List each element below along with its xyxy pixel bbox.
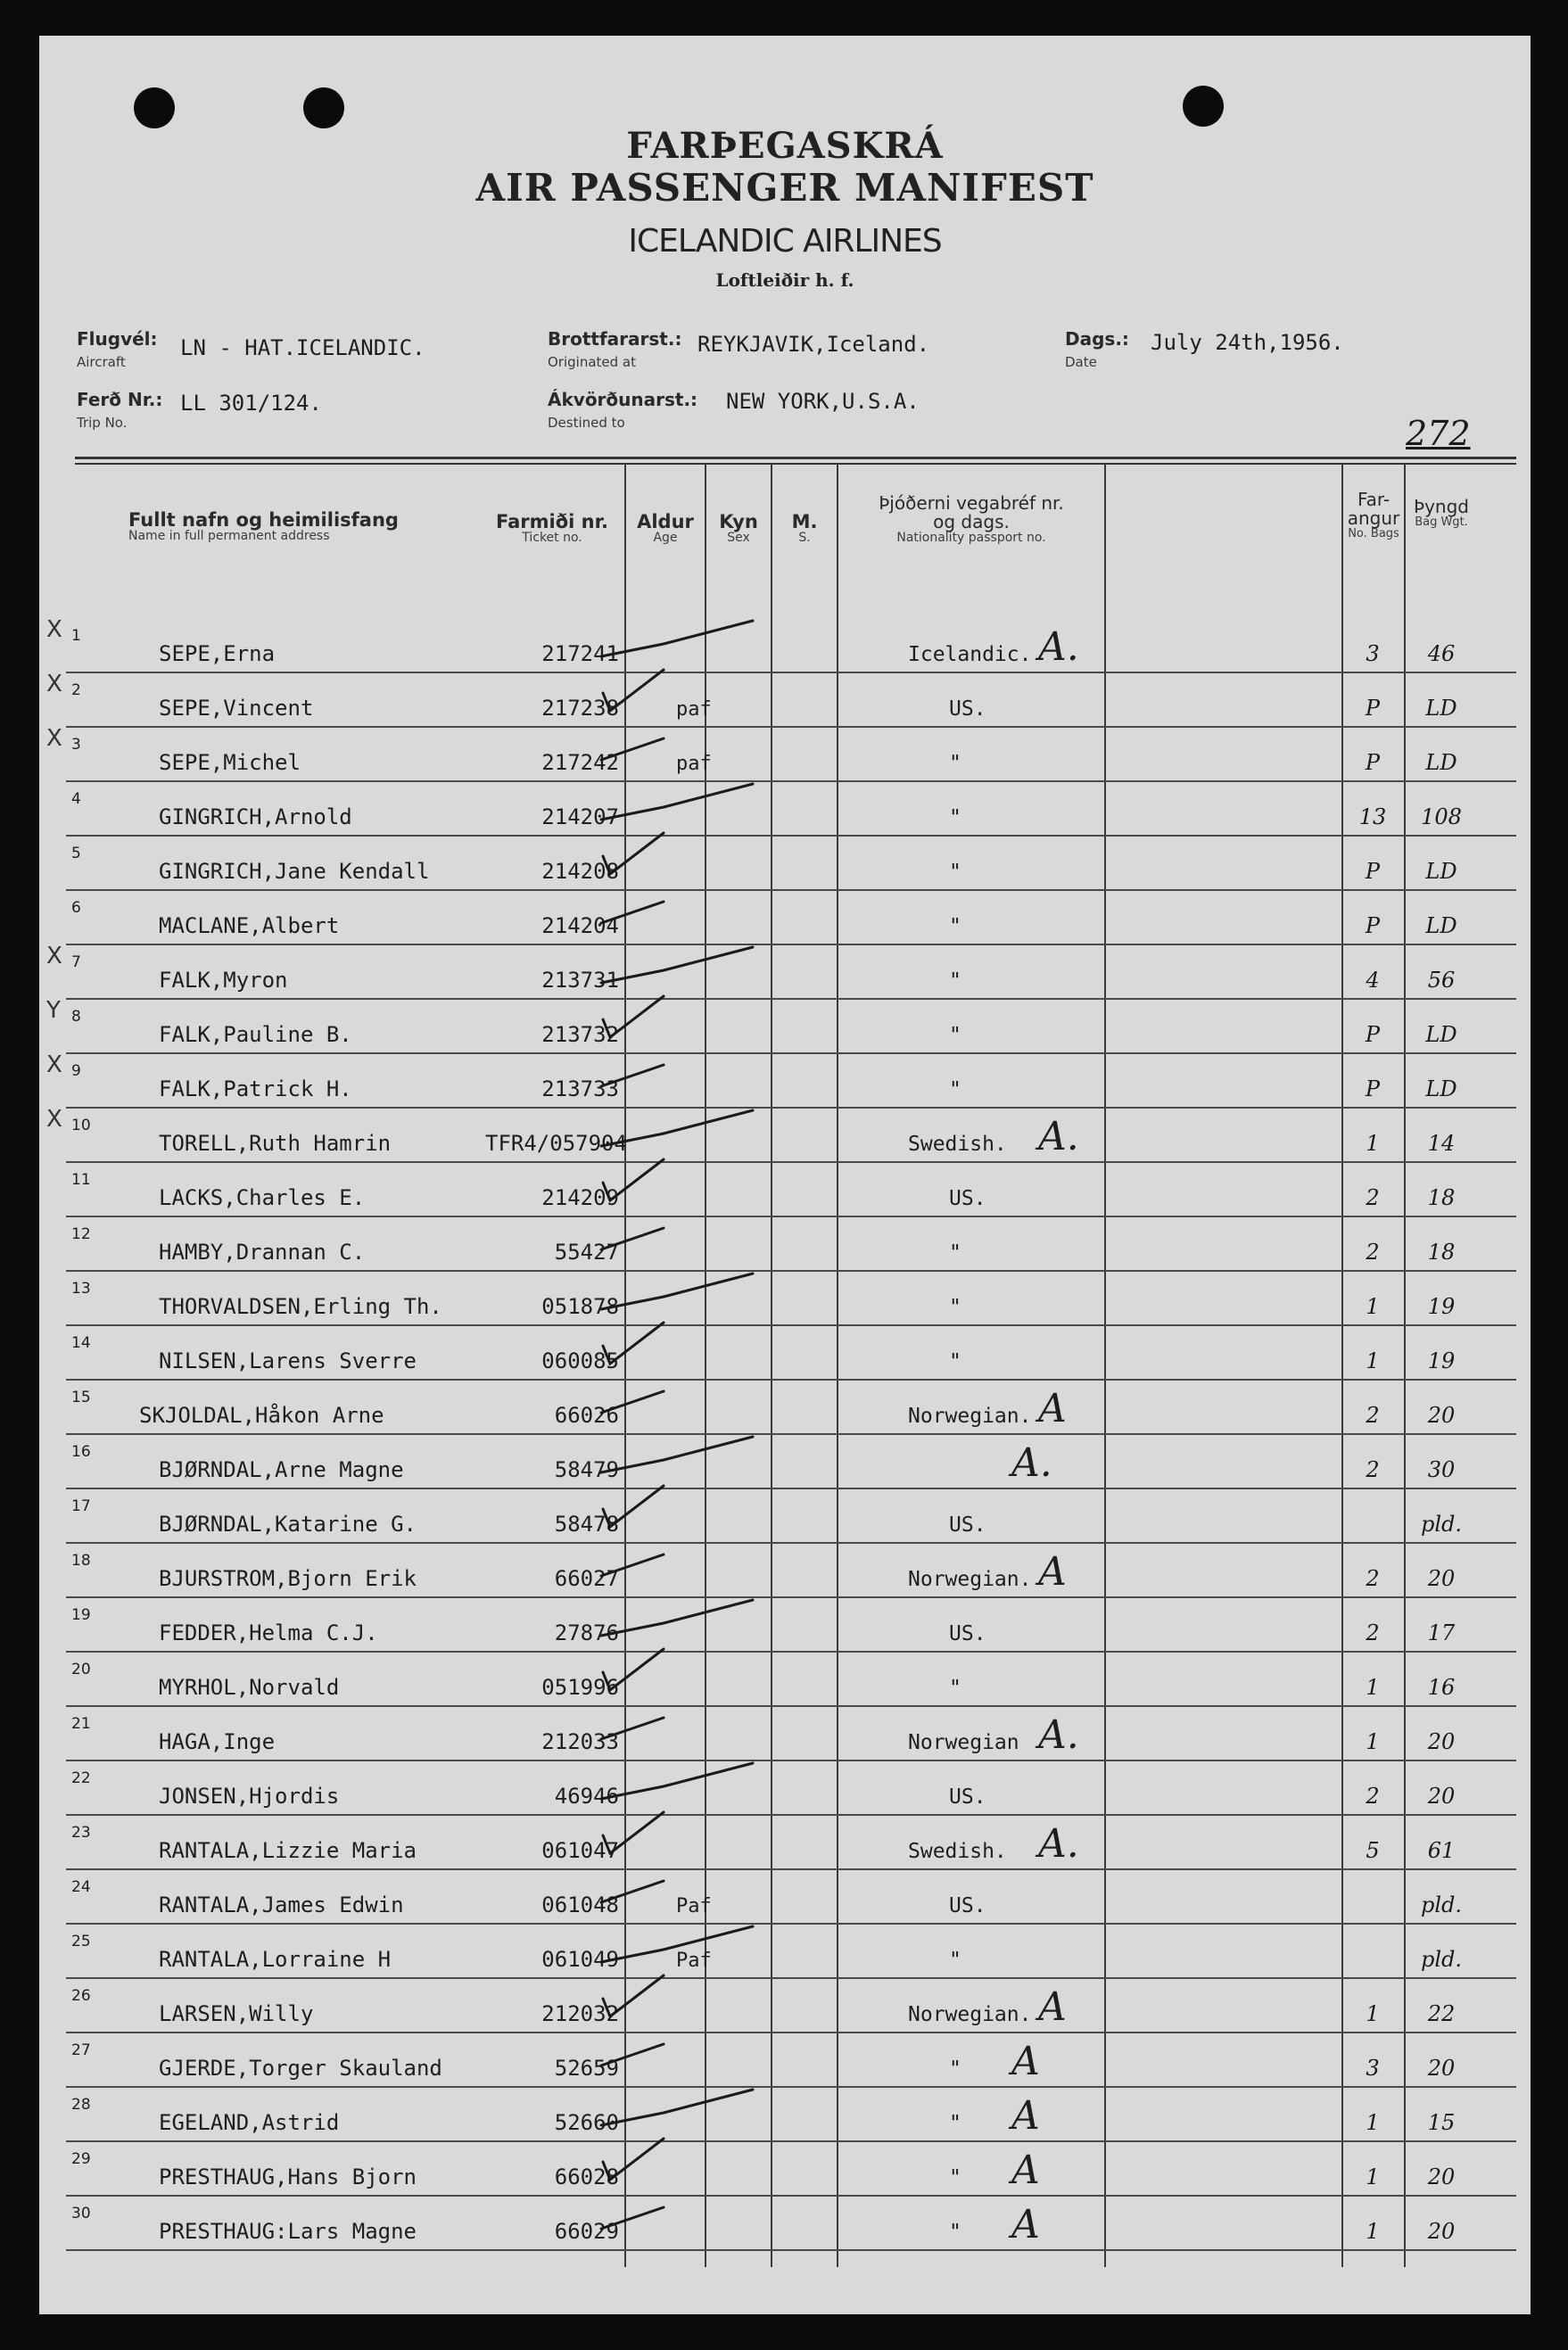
row-number: 21 <box>71 1715 91 1733</box>
ticket-number: 061047 <box>541 1838 619 1863</box>
table-row <box>66 1596 1516 1653</box>
ticket-number: 213731 <box>541 968 619 993</box>
nationality: Norwegian. <box>908 2003 1032 2026</box>
bag-weight: 20 <box>1427 2056 1456 2081</box>
nationality: " <box>949 861 961 884</box>
table-row <box>46 725 1516 782</box>
table-row <box>66 780 1516 837</box>
origin-label: Brottfararst.: <box>548 328 682 350</box>
col-header-nationality <box>869 494 1074 545</box>
passenger-name: FEDDER,Helma C.J. <box>159 1620 378 1645</box>
passenger-name: LACKS,Charles E. <box>159 1185 366 1210</box>
row-number: 24 <box>71 1878 91 1896</box>
bag-count: 3 <box>1366 2056 1380 2081</box>
table-row <box>66 1324 1516 1381</box>
row-number: 12 <box>71 1225 91 1243</box>
punch-hole-right <box>1183 86 1224 127</box>
col-header-ticket <box>485 512 619 545</box>
passenger-name: RANTALA,Lizzie Maria <box>159 1838 417 1863</box>
passport-mark: A. <box>1038 1114 1079 1159</box>
age-note: Paf <box>676 1895 712 1917</box>
nationality: Swedish. <box>908 1840 1007 1863</box>
nationality: Norwegian <box>908 1731 1019 1754</box>
bag-count: 2 <box>1366 1240 1380 1265</box>
trip-label: Ferð Nr.: <box>77 389 163 410</box>
col-header-nat-is: Þjóðerni vegabréf nr. og dags. <box>879 492 1064 532</box>
table-row <box>46 1106 1516 1163</box>
bag-weight: LD <box>1425 696 1457 721</box>
bag-count: 2 <box>1366 1403 1380 1428</box>
passenger-name: BJØRNDAL,Katarine G. <box>159 1512 417 1537</box>
row-x-mark: Y <box>46 997 61 1024</box>
nationality: " <box>949 1024 961 1047</box>
bag-weight: LD <box>1425 1076 1457 1101</box>
aircraft-value: LN - HAT.ICELANDIC. <box>180 335 425 360</box>
destination-value: NEW YORK,U.S.A. <box>726 389 920 414</box>
bag-count: P <box>1365 750 1381 775</box>
row-number: 27 <box>71 2041 91 2059</box>
bag-weight: 18 <box>1427 1240 1456 1265</box>
ticket-number: 051996 <box>541 1675 619 1700</box>
nationality: " <box>949 1296 961 1319</box>
nationality: " <box>949 1078 961 1101</box>
row-number: 8 <box>71 1008 81 1026</box>
col-header-name-en: Name in full permanent address <box>128 529 330 544</box>
bag-weight: 14 <box>1427 1131 1456 1156</box>
date-value: July 24th,1956. <box>1151 330 1344 355</box>
col-header-age-is: Aldur <box>637 511 694 532</box>
date-label: Dags.: <box>1065 328 1129 350</box>
bag-weight: 30 <box>1427 1457 1456 1482</box>
row-number: 7 <box>71 953 81 971</box>
bag-weight: 16 <box>1427 1675 1456 1700</box>
origin-value: REYKJAVIK,Iceland. <box>697 332 930 357</box>
title-icelandic: FARÞEGASKRÁ <box>626 125 944 167</box>
bag-weight: LD <box>1425 750 1457 775</box>
row-number: 6 <box>71 899 81 917</box>
aircraft-label: Flugvél: <box>77 328 158 350</box>
aircraft-label-en: Aircraft <box>77 354 126 370</box>
nationality: " <box>949 1949 961 1972</box>
passenger-name: EGELAND,Astrid <box>159 2110 340 2135</box>
passport-mark: A <box>1038 1984 1067 2030</box>
table-row <box>66 1542 1516 1598</box>
col-header-bags <box>1343 491 1404 540</box>
row-x-mark: X <box>46 1106 62 1133</box>
nationality: " <box>949 1241 961 1265</box>
nationality: " <box>949 1350 961 1373</box>
passenger-name: LARSEN,Willy <box>159 2001 314 2026</box>
passenger-name: HAMBY,Drannan C. <box>159 1240 366 1265</box>
table-row <box>66 1760 1516 1816</box>
destination-label: Ákvörðunarst.: <box>548 389 698 410</box>
row-number: 19 <box>71 1606 91 1624</box>
col-header-ms-en: S. <box>798 531 811 546</box>
bag-weight: 20 <box>1427 1729 1456 1754</box>
passenger-name: RANTALA,Lorraine H <box>159 1947 392 1972</box>
table-row <box>66 1868 1516 1925</box>
row-number: 13 <box>71 1280 91 1298</box>
passport-mark: A <box>1011 2202 1040 2247</box>
bag-count: 1 <box>1366 2110 1380 2135</box>
col-header-bags-is: Far-angur <box>1347 489 1400 529</box>
bag-count: P <box>1365 1022 1381 1047</box>
table-row <box>66 1488 1516 1544</box>
bag-weight: pld. <box>1420 1892 1463 1917</box>
bag-weight: 46 <box>1427 641 1456 666</box>
nationality: Norwegian. <box>908 1568 1032 1591</box>
bag-count: 4 <box>1366 968 1380 993</box>
ticket-number: 58479 <box>554 1457 619 1482</box>
row-x-mark: X <box>46 725 62 752</box>
ticket-number: 217242 <box>541 750 619 775</box>
col-header-age <box>626 512 705 545</box>
bag-weight: LD <box>1425 1022 1457 1047</box>
row-number: 11 <box>71 1171 91 1189</box>
passenger-name: SEPE,Vincent <box>159 696 314 721</box>
ticket-number: 060085 <box>541 1348 619 1373</box>
ticket-number: 66029 <box>554 2219 619 2244</box>
bag-weight: 108 <box>1421 804 1462 829</box>
row-number: 17 <box>71 1497 91 1515</box>
row-number: 30 <box>71 2205 91 2222</box>
col-header-sex-is: Kyn <box>719 511 758 532</box>
ticket-number: 52660 <box>554 2110 619 2135</box>
table-row <box>46 616 1516 673</box>
bag-count: 2 <box>1366 1784 1380 1809</box>
bag-count: 1 <box>1366 2219 1380 2244</box>
bag-count: 3 <box>1366 641 1380 666</box>
bag-count: 2 <box>1366 1185 1380 1210</box>
nationality: Icelandic. <box>908 643 1032 666</box>
table-row <box>46 943 1516 1000</box>
passenger-name: BJURSTROM,Bjorn Erik <box>159 1566 417 1591</box>
passenger-name: GINGRICH,Jane Kendall <box>159 859 430 884</box>
bag-weight: pld. <box>1420 1947 1463 1972</box>
ticket-number: 214208 <box>541 859 619 884</box>
page-number: 272 <box>1406 414 1471 453</box>
row-number: 14 <box>71 1334 91 1352</box>
table-row <box>46 997 1516 1054</box>
passenger-name: HAGA,Inge <box>159 1729 276 1754</box>
bag-weight: 15 <box>1427 2110 1456 2135</box>
bag-weight: 18 <box>1427 1185 1456 1210</box>
bag-weight: LD <box>1425 913 1457 938</box>
manifest-sheet <box>39 36 1531 2314</box>
origin-label-en: Originated at <box>548 354 637 370</box>
date-label-en: Date <box>1065 354 1097 370</box>
passenger-name: MACLANE,Albert <box>159 913 340 938</box>
bag-weight: 20 <box>1427 2219 1456 2244</box>
ticket-number: 212033 <box>541 1729 619 1754</box>
bag-weight: 20 <box>1427 1566 1456 1591</box>
passenger-name: PRESTHAUG,Hans Bjorn <box>159 2164 417 2189</box>
col-header-bags-en: No. Bags <box>1348 527 1399 540</box>
row-number: 9 <box>71 1062 81 1080</box>
table-row <box>66 2086 1516 2142</box>
ticket-number: 66026 <box>554 1403 619 1428</box>
bag-weight: 22 <box>1427 2001 1456 2026</box>
col-header-weight <box>1406 498 1477 529</box>
ticket-number: 212032 <box>541 2001 619 2026</box>
nationality: " <box>949 2221 961 2244</box>
age-note: Paf <box>676 1950 712 1972</box>
bag-weight: LD <box>1425 859 1457 884</box>
punch-hole-left-1 <box>134 87 175 128</box>
passport-mark: A <box>1011 2093 1040 2139</box>
ticket-number: 55427 <box>554 1240 619 1265</box>
col-header-wt-is: Þyngd <box>1413 496 1469 517</box>
ticket-number: 66028 <box>554 2164 619 2189</box>
ticket-number: 214207 <box>541 804 619 829</box>
passenger-name: MYRHOL,Norvald <box>159 1675 340 1700</box>
passport-mark: A. <box>1038 1821 1079 1867</box>
destination-label-en: Destined to <box>548 415 625 431</box>
bag-count: 1 <box>1366 1348 1380 1373</box>
row-number: 25 <box>71 1933 91 1950</box>
table-row <box>66 1433 1516 1489</box>
bag-count: 1 <box>1366 2164 1380 2189</box>
bag-count: P <box>1365 1076 1381 1101</box>
ticket-number: 061049 <box>541 1947 619 1972</box>
ticket-number: 58478 <box>554 1512 619 1537</box>
table-row <box>66 2195 1516 2251</box>
ticket-number: 52659 <box>554 2056 619 2081</box>
nationality: Norwegian. <box>908 1405 1032 1428</box>
bag-count: 1 <box>1366 1729 1380 1754</box>
col-header-wt-en: Bag Wgt. <box>1415 515 1468 529</box>
row-x-mark: X <box>46 943 62 969</box>
nationality: " <box>949 1677 961 1700</box>
ticket-number: 213732 <box>541 1022 619 1047</box>
nationality: US. <box>949 1187 986 1210</box>
table-row <box>66 1705 1516 1761</box>
table-row <box>66 1923 1516 1979</box>
bag-weight: pld. <box>1420 1512 1463 1537</box>
nationality: " <box>949 752 961 775</box>
ticket-number: 061048 <box>541 1892 619 1917</box>
col-header-name <box>128 510 399 543</box>
table-row <box>66 1814 1516 1870</box>
ticket-number: 213733 <box>541 1076 619 1101</box>
bag-count: P <box>1365 913 1381 938</box>
row-number: 16 <box>71 1443 91 1461</box>
passport-mark: A <box>1038 1386 1067 1431</box>
trip-value: LL 301/124. <box>180 391 322 416</box>
table-row <box>66 1216 1516 1272</box>
ticket-number: TFR4/057904 <box>485 1131 627 1156</box>
nationality: " <box>949 806 961 829</box>
table-top-rule <box>75 457 1516 459</box>
passport-mark: A <box>1038 1549 1067 1595</box>
row-number: 3 <box>71 736 81 754</box>
ticket-number: 214209 <box>541 1185 619 1210</box>
table-row <box>66 1379 1516 1435</box>
nationality: " <box>949 2057 961 2081</box>
passenger-name: SEPE,Erna <box>159 641 276 666</box>
row-number: 18 <box>71 1552 91 1570</box>
ticket-number: 27876 <box>554 1620 619 1645</box>
passport-mark: A. <box>1011 1440 1052 1486</box>
row-number: 29 <box>71 2150 91 2168</box>
row-x-mark: X <box>46 616 62 643</box>
passport-mark: A <box>1011 2148 1040 2193</box>
trip-label-en: Trip No. <box>77 415 128 431</box>
row-x-mark: X <box>46 1051 62 1078</box>
passport-mark: A. <box>1038 1712 1079 1758</box>
nationality: US. <box>949 1622 986 1645</box>
bag-weight: 61 <box>1427 1838 1456 1863</box>
passenger-name: FALK,Myron <box>159 968 288 993</box>
passenger-name: PRESTHAUG:Lars Magne <box>159 2219 417 2244</box>
ticket-number: 051878 <box>541 1294 619 1319</box>
bag-weight: 19 <box>1427 1294 1456 1319</box>
passenger-name: GJERDE,Torger Skauland <box>159 2056 442 2081</box>
table-row <box>66 2032 1516 2088</box>
nationality: US. <box>949 697 986 721</box>
nationality: US. <box>949 1894 986 1917</box>
passenger-name: GINGRICH,Arnold <box>159 804 352 829</box>
airline-subtitle: Loftleiðir h. f. <box>715 269 854 291</box>
bag-count: 2 <box>1366 1566 1380 1591</box>
bag-count: 1 <box>1366 1131 1380 1156</box>
passenger-name: FALK,Pauline B. <box>159 1022 352 1047</box>
bag-weight: 20 <box>1427 1784 1456 1809</box>
ticket-number: 66027 <box>554 1566 619 1591</box>
bag-weight: 19 <box>1427 1348 1456 1373</box>
row-number: 2 <box>71 681 81 699</box>
nationality: " <box>949 969 961 993</box>
age-note: paf <box>676 753 712 775</box>
col-header-nat-en: Nationality passport no. <box>896 531 1046 545</box>
ticket-number: 217238 <box>541 696 619 721</box>
col-header-ms <box>772 512 837 545</box>
col-header-name-is: Fullt nafn og heimilisfang <box>128 509 399 531</box>
col-header-ticket-is: Farmiði nr. <box>496 511 608 532</box>
table-row <box>66 1270 1516 1326</box>
bag-count: P <box>1365 696 1381 721</box>
punch-hole-left-2 <box>303 87 344 128</box>
table-row <box>66 835 1516 891</box>
row-number: 5 <box>71 845 81 862</box>
table-row <box>66 1977 1516 2033</box>
col-header-sex <box>706 512 771 545</box>
table-row <box>46 671 1516 728</box>
ticket-number: 214204 <box>541 913 619 938</box>
row-number: 10 <box>71 1117 91 1134</box>
passenger-name: BJØRNDAL,Arne Magne <box>159 1457 404 1482</box>
nationality: " <box>949 2166 961 2189</box>
passport-mark: A. <box>1038 624 1079 670</box>
passenger-name: TORELL,Ruth Hamrin <box>159 1131 392 1156</box>
nationality: US. <box>949 1513 986 1537</box>
col-header-ticket-en: Ticket no. <box>522 531 582 546</box>
bag-count: 2 <box>1366 1457 1380 1482</box>
bag-count: 1 <box>1366 1294 1380 1319</box>
row-number: 22 <box>71 1769 91 1787</box>
table-row <box>66 2140 1516 2197</box>
bag-count: 1 <box>1366 2001 1380 2026</box>
table-row <box>66 1651 1516 1707</box>
row-number: 1 <box>71 627 81 645</box>
passenger-name: JONSEN,Hjordis <box>159 1784 340 1809</box>
passenger-name: FALK,Patrick H. <box>159 1076 352 1101</box>
table-row <box>66 889 1516 945</box>
ticket-number: 217241 <box>541 641 619 666</box>
nationality: Swedish. <box>908 1133 1007 1156</box>
row-number: 15 <box>71 1389 91 1406</box>
col-header-age-en: Age <box>653 531 678 546</box>
bag-count: 13 <box>1358 804 1387 829</box>
bag-weight: 20 <box>1427 1403 1456 1428</box>
title-english: AIR PASSENGER MANIFEST <box>475 166 1094 210</box>
col-header-sex-en: Sex <box>727 531 750 546</box>
row-number: 23 <box>71 1824 91 1842</box>
passenger-name: SKJOLDAL,Håkon Arne <box>139 1403 384 1428</box>
row-number: 4 <box>71 790 81 808</box>
nationality: " <box>949 2112 961 2135</box>
ticket-number: 46946 <box>554 1784 619 1809</box>
nationality: US. <box>949 1785 986 1809</box>
nationality: " <box>949 915 961 938</box>
row-x-mark: X <box>46 671 62 697</box>
age-note: paf <box>676 698 712 721</box>
passenger-name: THORVALDSEN,Erling Th. <box>159 1294 442 1319</box>
bag-count: 5 <box>1366 1838 1380 1863</box>
passenger-name: NILSEN,Larens Sverre <box>159 1348 417 1373</box>
row-number: 26 <box>71 1987 91 2005</box>
table-row <box>66 1161 1516 1217</box>
passenger-name: RANTALA,James Edwin <box>159 1892 404 1917</box>
bag-weight: 17 <box>1427 1620 1456 1645</box>
row-number: 28 <box>71 2096 91 2114</box>
table-top-rule-2 <box>75 463 1516 465</box>
table-row <box>46 1051 1516 1109</box>
passenger-name: SEPE,Michel <box>159 750 301 775</box>
bag-weight: 56 <box>1427 968 1456 993</box>
row-number: 20 <box>71 1661 91 1678</box>
bag-count: 2 <box>1366 1620 1380 1645</box>
col-header-ms-is: M. <box>791 511 818 532</box>
bag-count: P <box>1365 859 1381 884</box>
bag-weight: 20 <box>1427 2164 1456 2189</box>
bag-count: 1 <box>1366 1675 1380 1700</box>
airline-name: ICELANDIC AIRLINES <box>628 223 942 260</box>
passport-mark: A <box>1011 2039 1040 2084</box>
